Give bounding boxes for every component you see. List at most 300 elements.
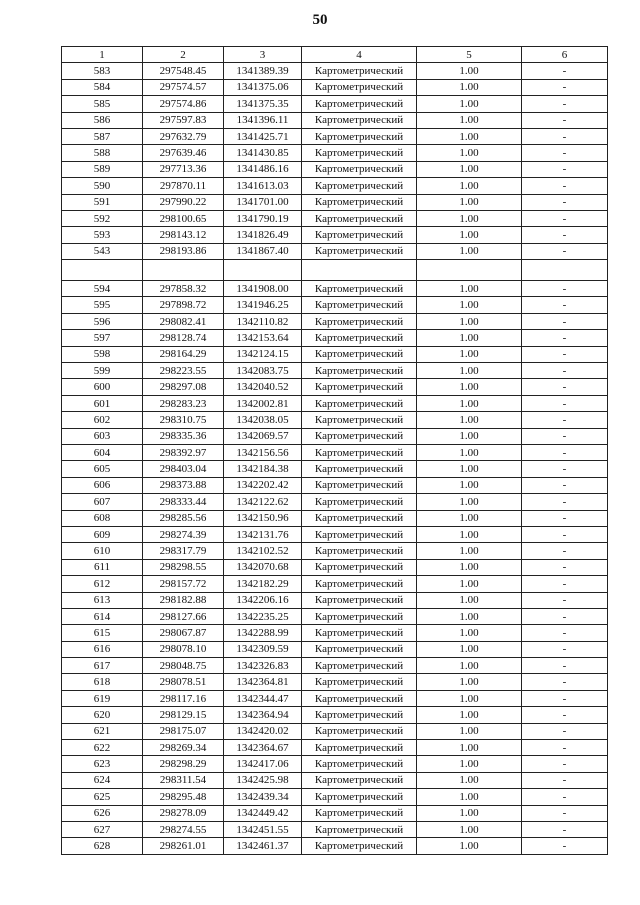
table-cell: Картометрический: [302, 128, 417, 144]
table-cell: 1342344.47: [224, 690, 302, 706]
table-cell: -: [522, 821, 608, 837]
table-cell: 1342102.52: [224, 543, 302, 559]
table-cell: 1.00: [417, 592, 522, 608]
table-cell: Картометрический: [302, 838, 417, 854]
table-cell: 297574.57: [143, 79, 224, 95]
table-cell: Картометрический: [302, 477, 417, 493]
table-row: [62, 395, 608, 411]
table-cell: 1.00: [417, 543, 522, 559]
table-cell: 298333.44: [143, 494, 224, 510]
table-cell: Картометрический: [302, 510, 417, 526]
table-cell: 298403.04: [143, 461, 224, 477]
table-cell: 1.00: [417, 330, 522, 346]
table-cell: 298310.75: [143, 412, 224, 428]
table-cell: Картометрический: [302, 707, 417, 723]
table-cell: 1.00: [417, 461, 522, 477]
table-row: [62, 526, 608, 542]
table-cell: 1341826.49: [224, 227, 302, 243]
table-cell: 611: [62, 559, 143, 575]
table-cell: 298078.10: [143, 641, 224, 657]
table-cell: 543: [62, 243, 143, 259]
table-cell: 298285.56: [143, 510, 224, 526]
table-cell: 298392.97: [143, 444, 224, 460]
table-cell: 297548.45: [143, 63, 224, 79]
table-cell: Картометрический: [302, 379, 417, 395]
table-cell: 1342364.67: [224, 740, 302, 756]
table-cell: 625: [62, 789, 143, 805]
table-cell: 1341375.06: [224, 79, 302, 95]
table-cell: 1342461.37: [224, 838, 302, 854]
table-cell: Картометрический: [302, 658, 417, 674]
table-cell: [302, 260, 417, 281]
table-cell: 1342040.52: [224, 379, 302, 395]
table-cell: 298164.29: [143, 346, 224, 362]
column-header: 4: [302, 47, 417, 63]
table-cell: 609: [62, 526, 143, 542]
column-header: 3: [224, 47, 302, 63]
table-cell: 1.00: [417, 297, 522, 313]
table-cell: 298067.87: [143, 625, 224, 641]
table-cell: 1342420.02: [224, 723, 302, 739]
table-cell: Картометрический: [302, 608, 417, 624]
table-cell: 587: [62, 128, 143, 144]
table-cell: 297574.86: [143, 96, 224, 112]
table-cell: 297858.32: [143, 281, 224, 297]
table-cell: 298373.88: [143, 477, 224, 493]
table-cell: 613: [62, 592, 143, 608]
table-cell: 620: [62, 707, 143, 723]
table-cell: 1342156.56: [224, 444, 302, 460]
table-cell: [224, 260, 302, 281]
table-cell: 1342202.42: [224, 477, 302, 493]
table-cell: 1.00: [417, 63, 522, 79]
table-cell: -: [522, 838, 608, 854]
table-cell: 298048.75: [143, 658, 224, 674]
table-cell: -: [522, 297, 608, 313]
table-cell: -: [522, 608, 608, 624]
table-row: [62, 756, 608, 772]
table-row: [62, 592, 608, 608]
table-cell: 1.00: [417, 526, 522, 542]
table-row: [62, 194, 608, 210]
table-cell: 594: [62, 281, 143, 297]
table-cell: 1.00: [417, 161, 522, 177]
table-cell: 297870.11: [143, 178, 224, 194]
table-cell: 585: [62, 96, 143, 112]
table-cell: 1342417.06: [224, 756, 302, 772]
table-cell: 610: [62, 543, 143, 559]
table-cell: 1.00: [417, 576, 522, 592]
table-cell: 1.00: [417, 145, 522, 161]
table-cell: [62, 260, 143, 281]
table-cell: 298295.48: [143, 789, 224, 805]
column-header: 2: [143, 47, 224, 63]
table-cell: -: [522, 543, 608, 559]
table-cell: 1342184.38: [224, 461, 302, 477]
table-row: [62, 838, 608, 854]
table-cell: 591: [62, 194, 143, 210]
table-cell: 1.00: [417, 805, 522, 821]
table-cell: -: [522, 346, 608, 362]
table-cell: 1342449.42: [224, 805, 302, 821]
table-cell: 298082.41: [143, 313, 224, 329]
table-cell: Картометрический: [302, 641, 417, 657]
table-cell: 298297.08: [143, 379, 224, 395]
table-cell: -: [522, 526, 608, 542]
table-cell: 298298.55: [143, 559, 224, 575]
table-cell: 297639.46: [143, 145, 224, 161]
table-cell: Картометрический: [302, 690, 417, 706]
table-cell: -: [522, 510, 608, 526]
table-cell: Картометрический: [302, 789, 417, 805]
table-cell: 583: [62, 63, 143, 79]
table-cell: 1.00: [417, 821, 522, 837]
table-row: [62, 313, 608, 329]
table-cell: 1341430.85: [224, 145, 302, 161]
table-cell: -: [522, 313, 608, 329]
coordinates-table: [61, 46, 608, 855]
table-cell: -: [522, 461, 608, 477]
table-cell: 621: [62, 723, 143, 739]
table-cell: 298129.15: [143, 707, 224, 723]
table-cell: 606: [62, 477, 143, 493]
table-row: [62, 330, 608, 346]
table-cell: -: [522, 161, 608, 177]
table-row: [62, 260, 608, 281]
table-cell: 608: [62, 510, 143, 526]
table-cell: 1342364.81: [224, 674, 302, 690]
table-cell: 1342002.81: [224, 395, 302, 411]
table-cell: 1.00: [417, 227, 522, 243]
table-cell: 1342038.05: [224, 412, 302, 428]
table-cell: 602: [62, 412, 143, 428]
table-cell: -: [522, 707, 608, 723]
table-cell: -: [522, 641, 608, 657]
table-cell: 597: [62, 330, 143, 346]
table-header-row: [62, 47, 608, 63]
table-row: [62, 477, 608, 493]
table-cell: 1.00: [417, 128, 522, 144]
table-cell: 1342069.57: [224, 428, 302, 444]
table-cell: 1.00: [417, 178, 522, 194]
table-cell: 298335.36: [143, 428, 224, 444]
table-cell: 1342150.96: [224, 510, 302, 526]
table-cell: 1342425.98: [224, 772, 302, 788]
table-cell: 298317.79: [143, 543, 224, 559]
table-cell: Картометрический: [302, 740, 417, 756]
table-cell: -: [522, 63, 608, 79]
column-header: 5: [417, 47, 522, 63]
table-cell: 297898.72: [143, 297, 224, 313]
table-cell: 1341946.25: [224, 297, 302, 313]
table-cell: -: [522, 227, 608, 243]
table-cell: 1.00: [417, 363, 522, 379]
table-row: [62, 112, 608, 128]
table-cell: -: [522, 805, 608, 821]
table-cell: 600: [62, 379, 143, 395]
table-cell: Картометрический: [302, 281, 417, 297]
table-cell: 298078.51: [143, 674, 224, 690]
table-cell: 298223.55: [143, 363, 224, 379]
table-row: [62, 707, 608, 723]
table-cell: [522, 260, 608, 281]
table-cell: 1341613.03: [224, 178, 302, 194]
table-cell: 612: [62, 576, 143, 592]
table-cell: 590: [62, 178, 143, 194]
table-cell: 1341908.00: [224, 281, 302, 297]
table-cell: 599: [62, 363, 143, 379]
table-cell: 1.00: [417, 243, 522, 259]
table-cell: 1.00: [417, 79, 522, 95]
table-cell: Картометрический: [302, 756, 417, 772]
table-cell: Картометрический: [302, 161, 417, 177]
table-cell: 1342124.15: [224, 346, 302, 362]
table-row: [62, 494, 608, 510]
table-cell: Картометрический: [302, 559, 417, 575]
table-cell: Картометрический: [302, 772, 417, 788]
table-cell: -: [522, 592, 608, 608]
table-cell: Картометрический: [302, 526, 417, 542]
table-row: [62, 821, 608, 837]
table-cell: 298127.66: [143, 608, 224, 624]
table-cell: 1.00: [417, 428, 522, 444]
table-cell: -: [522, 330, 608, 346]
table-cell: -: [522, 559, 608, 575]
table-row: [62, 161, 608, 177]
table-row: [62, 128, 608, 144]
table-cell: -: [522, 756, 608, 772]
table-cell: 298261.01: [143, 838, 224, 854]
table-cell: 298269.34: [143, 740, 224, 756]
table-cell: 1342235.25: [224, 608, 302, 624]
table-cell: Картометрический: [302, 227, 417, 243]
table-cell: -: [522, 740, 608, 756]
table-cell: Картометрический: [302, 461, 417, 477]
table-cell: Картометрический: [302, 63, 417, 79]
table-cell: Картометрический: [302, 821, 417, 837]
table-cell: 1341425.71: [224, 128, 302, 144]
table-row: [62, 346, 608, 362]
table-cell: 617: [62, 658, 143, 674]
table-row: [62, 789, 608, 805]
table-cell: 628: [62, 838, 143, 854]
table-cell: 1342083.75: [224, 363, 302, 379]
table-cell: 298175.07: [143, 723, 224, 739]
table-cell: 1342182.29: [224, 576, 302, 592]
table-row: [62, 79, 608, 95]
table-row: [62, 243, 608, 259]
table-cell: Картометрический: [302, 330, 417, 346]
table-row: [62, 674, 608, 690]
table-cell: 298100.65: [143, 210, 224, 226]
table-cell: Картометрический: [302, 178, 417, 194]
table-body: [62, 63, 608, 854]
table-cell: 1.00: [417, 395, 522, 411]
table-cell: 1.00: [417, 281, 522, 297]
table-cell: 1.00: [417, 625, 522, 641]
table-row: [62, 690, 608, 706]
table-cell: Картометрический: [302, 297, 417, 313]
table-cell: 1.00: [417, 641, 522, 657]
table-cell: Картометрический: [302, 210, 417, 226]
table-cell: Картометрический: [302, 723, 417, 739]
table-row: [62, 363, 608, 379]
table-row: [62, 772, 608, 788]
table-cell: 586: [62, 112, 143, 128]
table-cell: 298274.55: [143, 821, 224, 837]
table-cell: Картометрический: [302, 805, 417, 821]
table-cell: 1.00: [417, 313, 522, 329]
table-cell: Картометрический: [302, 625, 417, 641]
table-row: [62, 412, 608, 428]
table-cell: 595: [62, 297, 143, 313]
table-cell: 1342122.62: [224, 494, 302, 510]
table-cell: 604: [62, 444, 143, 460]
table-cell: 1.00: [417, 210, 522, 226]
table-cell: 1341790.19: [224, 210, 302, 226]
table-cell: 1341486.16: [224, 161, 302, 177]
table-cell: 593: [62, 227, 143, 243]
table-cell: 601: [62, 395, 143, 411]
table-cell: 298298.29: [143, 756, 224, 772]
table-cell: Картометрический: [302, 592, 417, 608]
table-cell: Картометрический: [302, 243, 417, 259]
table-cell: 1.00: [417, 658, 522, 674]
table-cell: 1.00: [417, 112, 522, 128]
column-header: 1: [62, 47, 143, 63]
page-number: 50: [312, 12, 328, 28]
table-cell: 1.00: [417, 379, 522, 395]
table-cell: 1.00: [417, 772, 522, 788]
table-cell: 1342110.82: [224, 313, 302, 329]
table-cell: 298143.12: [143, 227, 224, 243]
table-cell: 619: [62, 690, 143, 706]
table-cell: 1342451.55: [224, 821, 302, 837]
table-cell: Картометрический: [302, 363, 417, 379]
table-cell: Картометрический: [302, 79, 417, 95]
table-cell: 596: [62, 313, 143, 329]
table-cell: 1.00: [417, 674, 522, 690]
table-row: [62, 428, 608, 444]
table-cell: 1342364.94: [224, 707, 302, 723]
table-cell: 588: [62, 145, 143, 161]
table-cell: 1.00: [417, 510, 522, 526]
table-cell: 1.00: [417, 494, 522, 510]
table-cell: 1342288.99: [224, 625, 302, 641]
table-cell: 1.00: [417, 723, 522, 739]
table-cell: 298278.09: [143, 805, 224, 821]
table-row: [62, 145, 608, 161]
table-row: [62, 608, 608, 624]
table-cell: 1.00: [417, 707, 522, 723]
table-cell: 1341375.35: [224, 96, 302, 112]
table-cell: 1342326.83: [224, 658, 302, 674]
table-cell: 592: [62, 210, 143, 226]
table-cell: 297713.36: [143, 161, 224, 177]
table-cell: -: [522, 128, 608, 144]
table-cell: -: [522, 789, 608, 805]
table-cell: -: [522, 243, 608, 259]
table-cell: Картометрический: [302, 543, 417, 559]
table-cell: Картометрический: [302, 395, 417, 411]
table-cell: 1.00: [417, 559, 522, 575]
table-cell: 1342070.68: [224, 559, 302, 575]
table-cell: 1.00: [417, 96, 522, 112]
table-cell: Картометрический: [302, 412, 417, 428]
table-row: [62, 576, 608, 592]
table-cell: Картометрический: [302, 96, 417, 112]
table-cell: 298117.16: [143, 690, 224, 706]
table-row: [62, 641, 608, 657]
table-row: [62, 543, 608, 559]
table-cell: 626: [62, 805, 143, 821]
table-cell: Картометрический: [302, 494, 417, 510]
table-cell: 1.00: [417, 194, 522, 210]
table-cell: -: [522, 477, 608, 493]
column-header: 6: [522, 47, 608, 63]
table-cell: Картометрический: [302, 194, 417, 210]
table-cell: -: [522, 112, 608, 128]
table-cell: 1.00: [417, 690, 522, 706]
table-cell: 1.00: [417, 789, 522, 805]
table-cell: 607: [62, 494, 143, 510]
table-cell: 298182.88: [143, 592, 224, 608]
table-cell: 1341701.00: [224, 194, 302, 210]
table-cell: -: [522, 494, 608, 510]
table-row: [62, 227, 608, 243]
table-cell: -: [522, 210, 608, 226]
table-cell: 615: [62, 625, 143, 641]
table-cell: -: [522, 412, 608, 428]
table-cell: 1.00: [417, 756, 522, 772]
table-cell: Картометрический: [302, 145, 417, 161]
table-cell: -: [522, 658, 608, 674]
table-cell: Картометрический: [302, 346, 417, 362]
table-cell: 614: [62, 608, 143, 624]
table-row: [62, 805, 608, 821]
table-cell: -: [522, 178, 608, 194]
table-row: [62, 210, 608, 226]
table-cell: 589: [62, 161, 143, 177]
table-cell: 618: [62, 674, 143, 690]
table-row: [62, 658, 608, 674]
table-cell: Картометрический: [302, 313, 417, 329]
table-cell: [143, 260, 224, 281]
table-cell: 1.00: [417, 444, 522, 460]
table-cell: 623: [62, 756, 143, 772]
table-cell: 1341396.11: [224, 112, 302, 128]
table-row: [62, 461, 608, 477]
table-row: [62, 379, 608, 395]
table-row: [62, 625, 608, 641]
table-cell: -: [522, 576, 608, 592]
table-cell: 298274.39: [143, 526, 224, 542]
table-cell: 1.00: [417, 740, 522, 756]
table-cell: 1.00: [417, 346, 522, 362]
table-cell: [417, 260, 522, 281]
table-row: [62, 96, 608, 112]
table-cell: 622: [62, 740, 143, 756]
table-row: [62, 723, 608, 739]
table-cell: 624: [62, 772, 143, 788]
table-cell: 1341389.39: [224, 63, 302, 79]
table-cell: 298128.74: [143, 330, 224, 346]
table-cell: 598: [62, 346, 143, 362]
table-cell: -: [522, 281, 608, 297]
table-row: [62, 559, 608, 575]
table-cell: -: [522, 690, 608, 706]
table-cell: -: [522, 363, 608, 379]
